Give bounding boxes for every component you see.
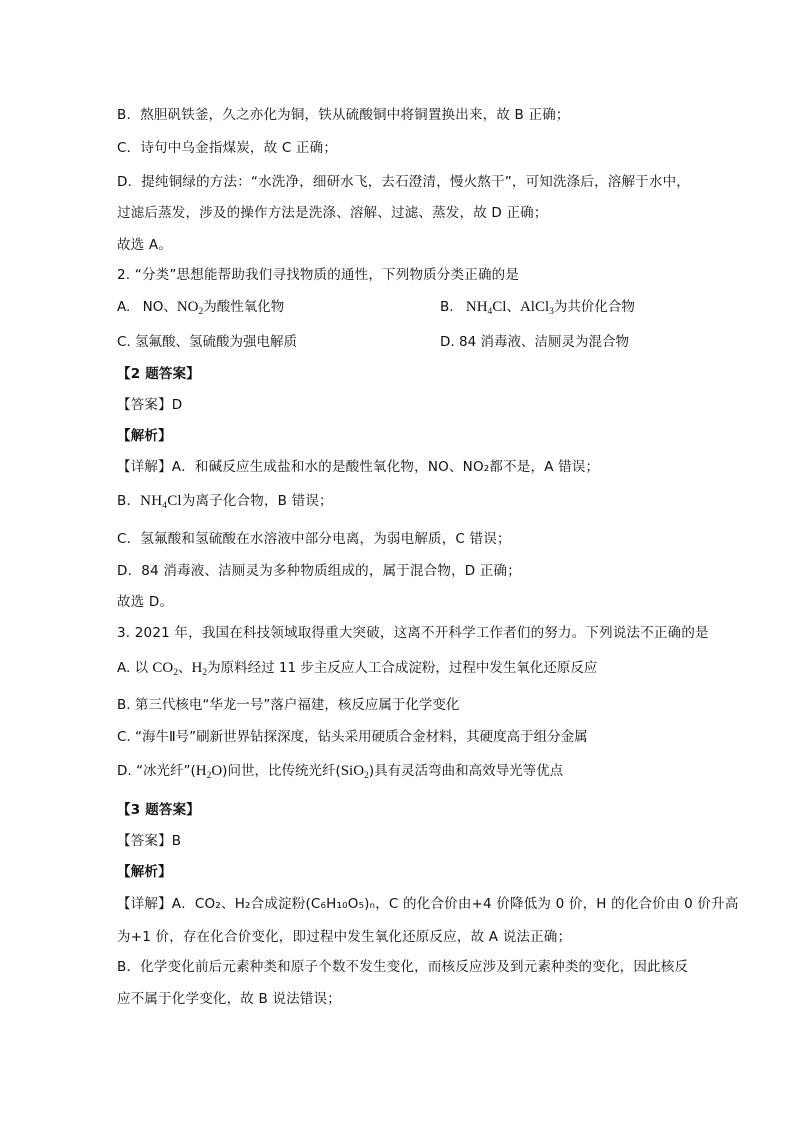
q3-option-a: A. 以 $CO_2$、$H_2$为原料经过 11 步主反应人工合成淀粉，过程中发生氧化还原反应 — [117, 660, 598, 678]
q2-option-a: A. NO、$NO_2$为酸性氧化物 — [117, 299, 285, 317]
q3-stem: 3. 2021 年，我国在科技领域取得重大突破，这离不开科学工作者们的努力。下列说法不正确的是 — [117, 625, 709, 641]
q2-detail-d: D．84 消毒液、洁厕灵为多种物质组成的，属于混合物，D 正确； — [117, 563, 521, 579]
q2-detail-a: 【详解】A．和碱反应生成盐和水的是酸性氧化物，NO、NO₂都不是，A 错误； — [117, 459, 600, 475]
q3-detail-a-line2: 为+1 价，存在化合价变化，即过程中发生氧化还原反应，故 A 说法正确； — [117, 929, 572, 945]
q1-analysis-b: B．熬胆矾铁釜，久之亦化为铜，铁从硫酸铜中将铜置换出来，故 B 正确； — [117, 107, 570, 123]
q3-answer-tag: 【3 题答案】 — [117, 802, 200, 818]
q1-analysis-d-line2: 过滤后蒸发，涉及的操作方法是洗涤、溶解、过滤、蒸发，故 D 正确； — [117, 205, 548, 221]
q3-detail-a-line1: 【详解】A．CO₂、H₂合成淀粉(C₆H₁₀O₅)ₙ，C 的化合价由+4 价降低为 0 价，H 的化合价由 0 价升高 — [117, 896, 739, 912]
q2-analysis-tag: 【解析】 — [117, 428, 172, 444]
q3-detail-b-line2: 应不属于化学变化，故 B 说法错误； — [117, 991, 341, 1007]
q3-option-d: D. “冰光纤$”(H_2O)$问世，比传统光纤(SiO$_2$)具有灵活弯曲和高效导光等优点 — [117, 763, 564, 781]
q2-answer-tag: 【2 题答案】 — [117, 366, 200, 382]
q2-option-b-label: B. — [440, 299, 454, 315]
q3-option-c: C. “海牛Ⅱ号”刷新世界钻探深度，钻头采用硬质合金材料，其硬度高于组分金属 — [117, 729, 588, 745]
q2-option-c: C. 氢氟酸、氢硫酸为强电解质 — [117, 334, 298, 350]
q3-analysis-tag: 【解析】 — [117, 864, 172, 880]
q3-option-b: B. 第三代核电“华龙一号”落户福建，核反应属于化学变化 — [117, 697, 460, 713]
q2-option-d: D. 84 消毒液、洁厕灵为混合物 — [440, 334, 629, 350]
q2-detail-c: C．氢氟酸和氢硫酸在水溶液中部分电离，为弱电解质，C 错误； — [117, 531, 511, 547]
q2-option-b: B. $NH_4Cl$、AlCl$_3$为共价化合物 — [440, 299, 635, 317]
q2-answer: 【答案】D — [117, 397, 183, 413]
q2-stem: 2. “分类”思想能帮助我们寻找物质的通性，下列物质分类正确的是 — [117, 267, 520, 283]
q2-option-a-label: A. — [117, 299, 131, 315]
q3-detail-b-line1: B．化学变化前后元素种类和原子个数不发生变化，而核反应涉及到元素种类的变化，因此核反 — [117, 959, 689, 975]
q1-analysis-d-line1: D．提纯铜绿的方法：“水洗净，细研水飞，去石澄清，慢火熬干”，可知洗涤后，溶解于水中， — [117, 174, 690, 190]
q1-conclusion: 故选 A。 — [117, 237, 173, 253]
q2-detail-b: B．$NH_4Cl$为离子化合物，B 错误； — [117, 493, 333, 511]
q3-answer: 【答案】B — [117, 833, 182, 849]
q1-analysis-c: C．诗句中乌金指煤炭，故 C 正确； — [117, 140, 338, 156]
q2-conclusion: 故选 D。 — [117, 594, 174, 610]
